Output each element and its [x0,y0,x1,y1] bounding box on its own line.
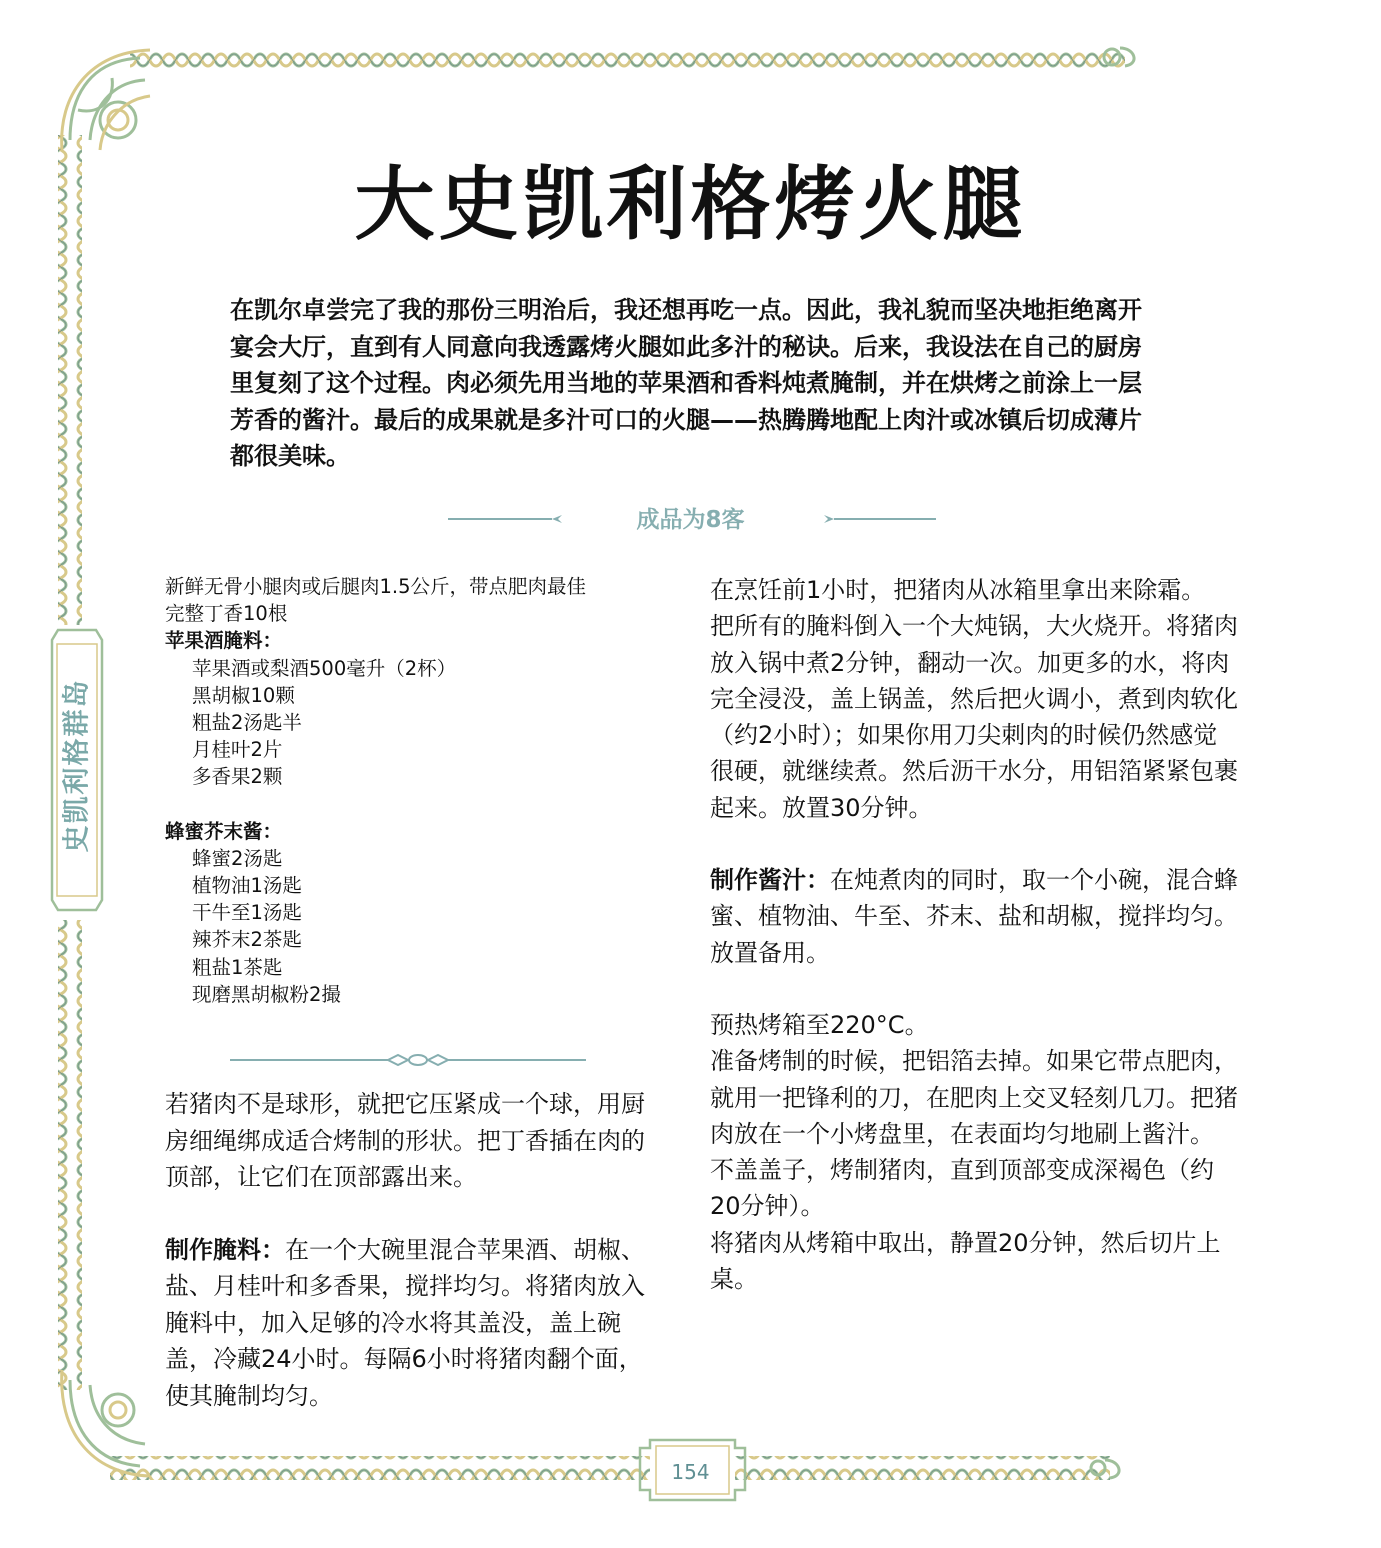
right-method [710,572,1240,1297]
method-step [165,1232,665,1415]
ingredient-item: 粗盐1茶匙 [192,955,283,979]
ingredient-item: 完整丁香10根 [165,602,288,626]
glaze-heading: 蜂蜜芥末酱： [165,819,283,843]
ingredient-item: 苹果酒或梨酒500毫升（2杯） [192,656,457,680]
step-text: 在炖煮肉的同时，取一个小碗，混合蜂蜜、植物油、牛至、芥末、盐和胡椒，搅拌均匀。放置备用。 [710,866,1238,967]
ingredient-item: 蜂蜜2汤匙 [192,846,283,870]
recipe-title: 大史凯利格烤火腿 [354,158,1027,251]
ingredient-item: 月桂叶2片 [192,738,283,762]
divider-ornament [230,1052,590,1068]
step-text: 在一个大碗里混合苹果酒、胡椒、盐、月桂叶和多香果，搅拌均匀。将猪肉放入腌料中，加入足够的冷水将其盖没，盖上碗盖，冷藏24小时。每隔6小时将猪肉翻个面，使其腌制均匀。 [165,1235,645,1410]
ingredient-item: 干牛至1汤匙 [192,901,302,925]
ingredient-item: 新鲜无骨小腿肉或后腿肉1.5公斤，带点肥肉最佳 [165,575,587,598]
ingredient-item: 植物油1汤匙 [192,874,302,898]
ingredients-list [165,573,635,1008]
method-step: 准备烤制的时候，把铝箔去掉。如果它带点肥肉，就用一把锋利的刀，在肥肉上交叉轻刻几刀。把猪肉放在一个小烤盘里，在表面均匀地刷上酱汁。 [710,1047,1238,1148]
method-step: 将猪肉从烤箱中取出，静置20分钟，然后切片上桌。 [710,1228,1221,1294]
ingredient-item: 粗盐2汤匙半 [192,711,302,735]
step-label: 制作腌料： [165,1235,285,1264]
intro-paragraph: 在凯尔卓尝完了我的那份三明治后，我还想再吃一点。因此，我礼貌而坚决地拒绝离开宴会大厅，直到有人同意向我透露烤火腿如此多汁的秘诀。后来，我设法在自己的厨房里复刻了这个过程。肉必须先用当地的苹果酒和香料炖煮腌制，并在烘烤之前涂上一层芳香的酱汁。最后的成果就是多汁可口的火腿——热腾腾地配上肉汁或冰镇后切成薄片都很美味。 [230,296,1142,470]
method-step: 若猪肉不是球形，就把它压紧成一个球，用厨房细绳绑成适合烤制的形状。把丁香插在肉的顶部，让它们在顶部露出来。 [165,1090,645,1191]
step-label: 制作酱汁： [710,866,830,895]
method-step: 在烹饪前1小时，把猪肉从冰箱里拿出来除霜。 [710,576,1206,604]
left-method [165,1086,665,1414]
ingredient-item: 多香果2颗 [192,765,283,789]
ingredient-item: 辣芥末2茶匙 [192,928,302,952]
ingredient-item: 黑胡椒10颗 [192,683,295,707]
side-tab [52,640,96,890]
side-tab-label: 史凯利格群岛 [61,678,93,852]
right-flourish [818,511,938,527]
ingredient-item: 现磨黑胡椒粉2撮 [192,982,341,1006]
marinade-heading: 苹果酒腌料： [165,629,283,653]
method-step: 把所有的腌料倒入一个大炖锅，大火烧开。将猪肉放入锅中煮2分钟，翻动一次。加更多的水，将肉完全浸没，盖上锅盖，然后把火调小，煮到肉软化（约2小时）；如果你用刀尖刺肉的时候仍然感觉很硬，就继续煮。然后沥干水分，用铝箔紧紧包裹起来。放置30分钟。 [710,612,1238,822]
method-step: 不盖盖子，烤制猪肉，直到顶部变成深褐色（约20分钟）。 [710,1156,1214,1221]
page-number: 154 [671,1460,710,1484]
yield-label: 成品为8客 [636,507,745,533]
method-step: 预热烤箱至220°C。 [710,1010,929,1039]
method-step [710,862,1240,971]
